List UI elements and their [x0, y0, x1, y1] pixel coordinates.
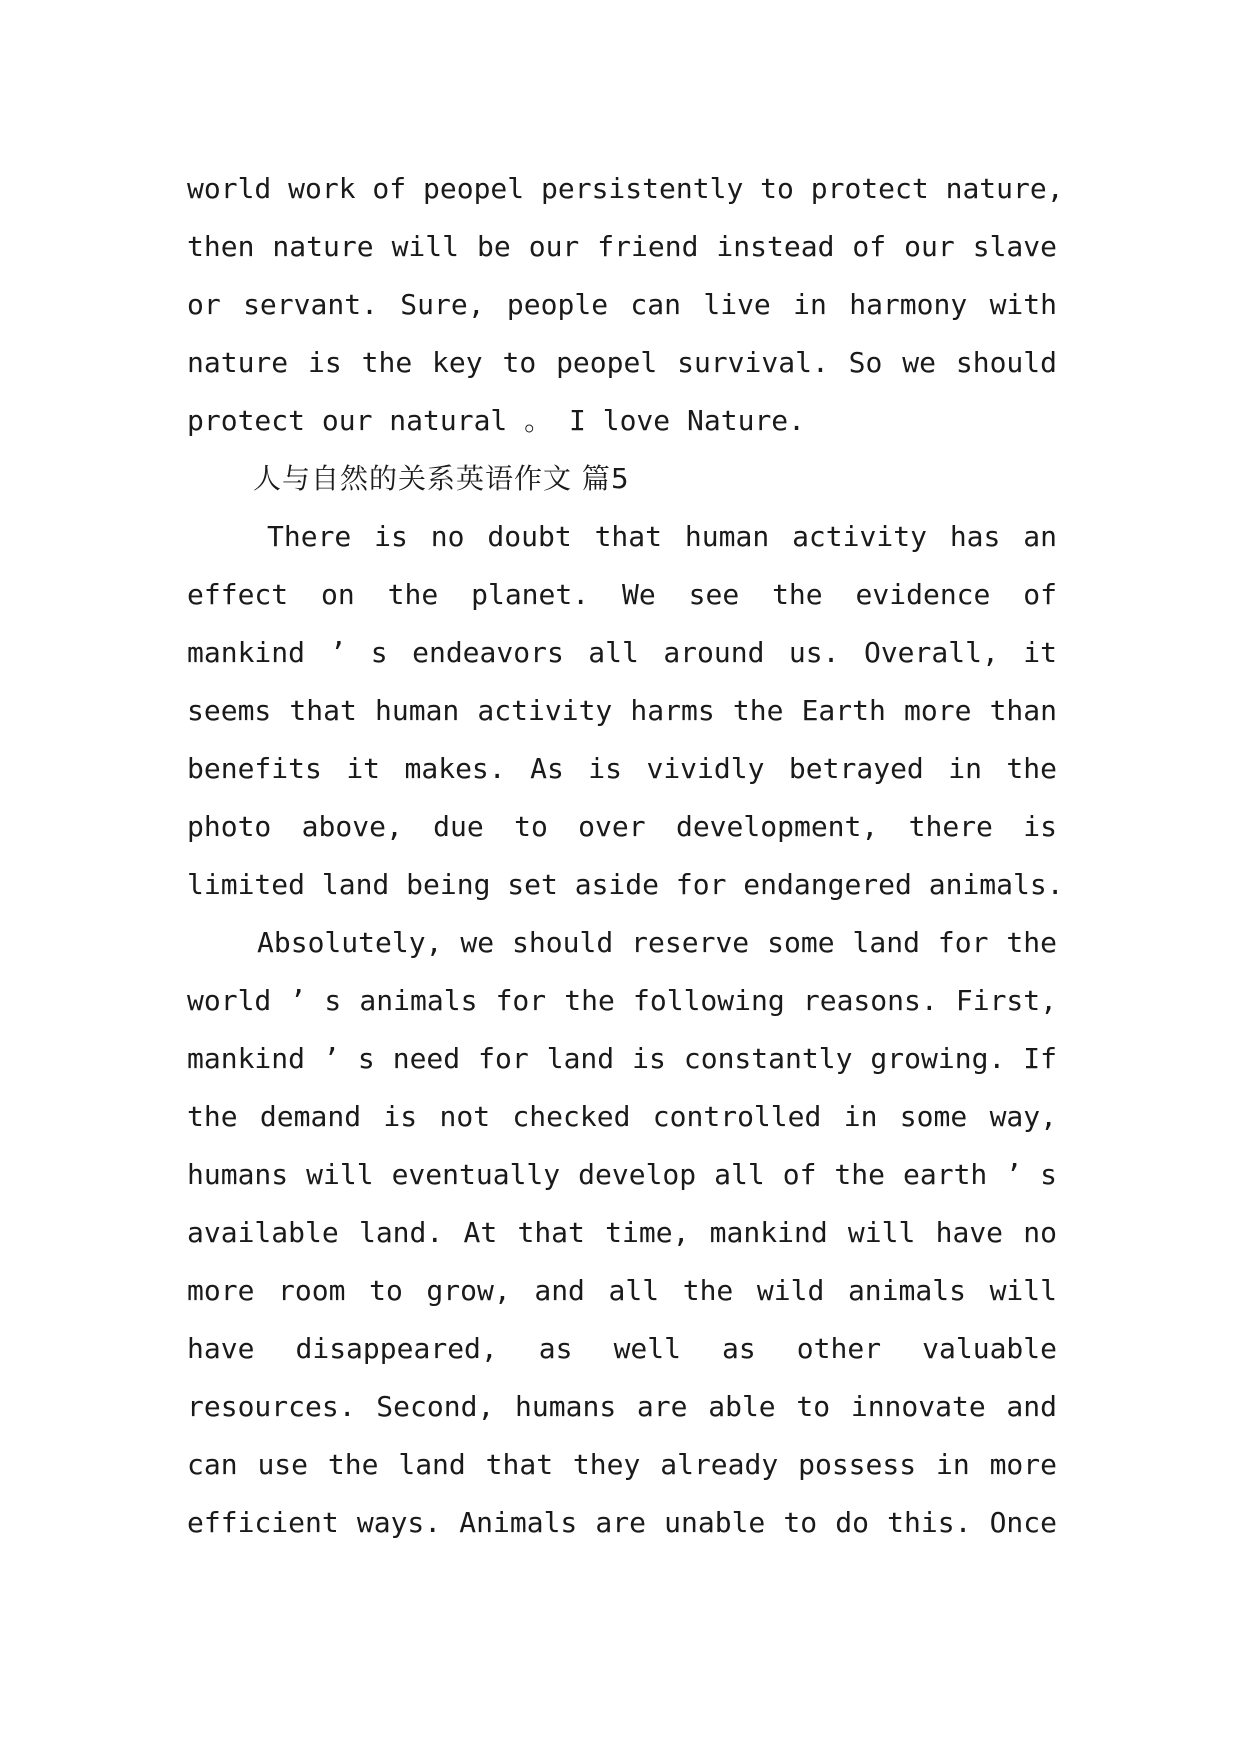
paragraph-line: mankind ’ s need for land is constantly growing. If — [187, 1042, 1057, 1075]
paragraph-line: then nature will be our friend instead of our slave — [187, 230, 1057, 263]
paragraph-line: mankind ’ s endeavors all around us. Overall, it — [187, 636, 1057, 669]
paragraph-line: seems that human activity harms the Earth more than — [187, 694, 1057, 727]
paragraph-line: the demand is not checked controlled in some way, — [187, 1100, 1057, 1133]
paragraph-line: effect on the planet. We see the evidence of — [187, 578, 1057, 611]
paragraph-line: efficient ways. Animals are unable to do this. Once — [187, 1506, 1057, 1539]
paragraph-line: photo above, due to over development, there is — [187, 810, 1057, 843]
paragraph-line: more room to grow, and all the wild animals will — [187, 1274, 1057, 1307]
paragraph-line: limited land being set aside for endangered animals. — [187, 868, 1064, 901]
paragraph-line: benefits it makes. As is vividly betrayed in the — [187, 752, 1057, 785]
paragraph-line: humans will eventually develop all of the earth ’ s — [187, 1158, 1057, 1191]
section-heading: 人与自然的关系英语作文 篇5 — [253, 462, 630, 495]
paragraph-line: world work of peopel persistently to protect nature, — [187, 172, 1064, 205]
document-text — [187, 160, 1064, 1552]
paragraph-line: available land. At that time, mankind will have no — [187, 1216, 1057, 1249]
paragraph-line: There is no doubt that human activity has an — [267, 520, 1057, 553]
paragraph-line: protect our natural 。 I love Nature. — [187, 404, 806, 437]
paragraph-line: or servant. Sure, people can live in harmony with — [187, 288, 1057, 321]
paragraph-line: can use the land that they already possess in more — [187, 1448, 1057, 1481]
paragraph-line: world ’ s animals for the following reasons. First, — [187, 984, 1057, 1017]
paragraph-line: Absolutely, we should reserve some land for the — [257, 926, 1057, 959]
paragraph-line: have disappeared, as well as other valuable — [187, 1332, 1057, 1365]
paragraph-line: resources. Second, humans are able to innovate and — [187, 1390, 1057, 1423]
paragraph-line: nature is the key to peopel survival. So we should — [187, 346, 1057, 379]
